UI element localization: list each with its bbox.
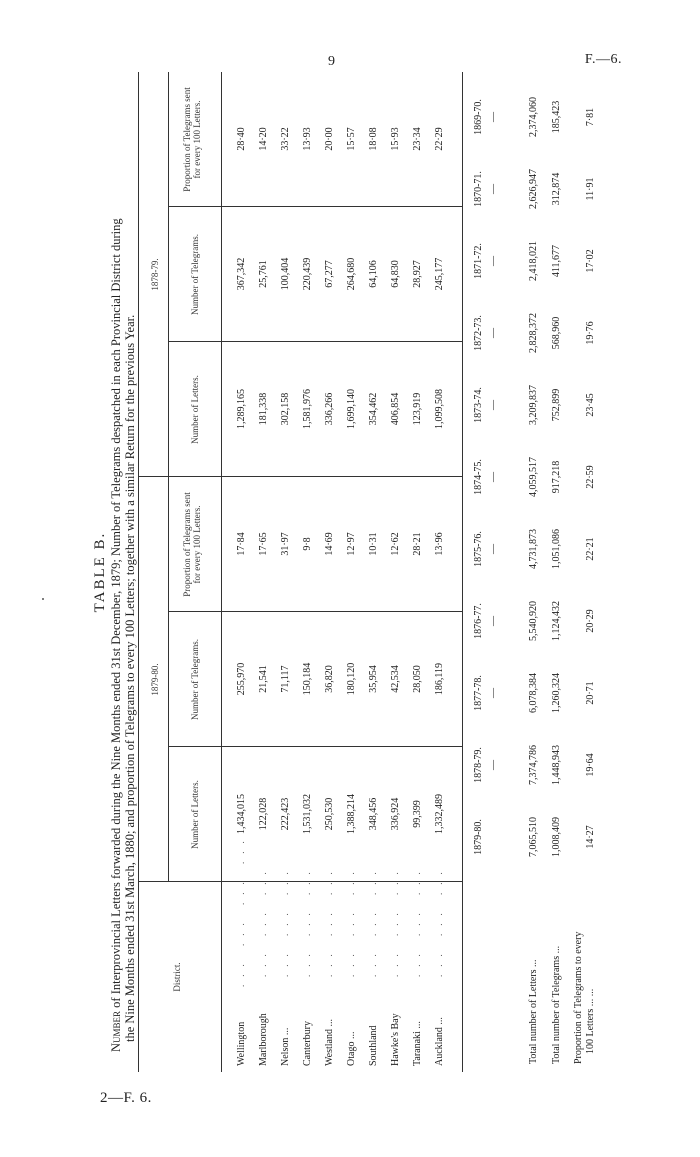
leader-dots: ... ... ... (280, 864, 290, 977)
telegrams-1878: 264,680 (346, 257, 357, 291)
summary-value: 11·91 (585, 177, 596, 201)
summary-value: 5,540,920 (528, 601, 539, 641)
summary-year-9: 1870-71. (473, 171, 484, 207)
table-caption (92, 92, 137, 1052)
proportion-1879: 17·84 (236, 532, 247, 556)
summary-value: 6,078,384 (528, 673, 539, 713)
table-top-rule (138, 72, 139, 1072)
summary-value: 20·71 (585, 681, 596, 705)
letters-1879: 122,028 (258, 797, 269, 831)
proportion-1879: 17·65 (258, 532, 269, 556)
summary-dash-4: — (488, 544, 499, 554)
year-b-header: 1878-79. (150, 258, 160, 291)
leader-dots: ... ... ... (302, 864, 312, 977)
year-b-rule (168, 72, 169, 477)
letters-1879: 1,434,015 (236, 794, 247, 834)
summary-value: 1,260,324 (551, 673, 562, 713)
leader-dots: ... ... ... ... (236, 833, 246, 987)
leader-dots: ... ... ... (258, 864, 268, 977)
letters-1879: 1,332,489 (434, 794, 445, 834)
rotated-table-area (88, 72, 668, 1072)
table-row (258, 72, 278, 1072)
summary-value: 1,448,943 (551, 745, 562, 785)
summary-dash-9: — (488, 184, 499, 194)
district-table (138, 72, 463, 1072)
summary-value: 752,899 (551, 388, 562, 422)
telegrams-1879: 71,117 (280, 665, 291, 693)
table-bottom-rule (462, 72, 463, 1072)
letters-1879: 336,924 (390, 797, 401, 831)
page-number: 9 (328, 54, 335, 69)
district-name: Southland (368, 1025, 379, 1066)
table-row (236, 72, 256, 1072)
letters-1878: 1,699,140 (346, 389, 357, 429)
proportion-1878: 18·08 (368, 127, 379, 151)
summary-value: 22·59 (585, 465, 596, 489)
telegrams-1879: 42,534 (390, 665, 401, 693)
letters-1879: 1,531,032 (302, 794, 313, 834)
proportion-1878: 33·22 (280, 127, 291, 151)
summary-value: 4,731,873 (528, 529, 539, 569)
summary-dash-5: — (488, 472, 499, 482)
summary-value: 2,828,372 (528, 313, 539, 353)
footer-reference: 2—F. 6. (100, 1090, 152, 1106)
summary-table (473, 72, 643, 1072)
header-letters-b: Number of Letters. (190, 375, 200, 444)
letters-1878: 123,919 (412, 392, 423, 426)
letters-1878: 302,158 (280, 392, 291, 426)
leader-dots: ... ... ... (346, 864, 356, 977)
summary-value: 312,874 (551, 172, 562, 206)
letters-1879: 348,456 (368, 797, 379, 831)
telegrams-1878: 100,404 (280, 257, 291, 291)
leader-dots: ... ... ... (390, 864, 400, 977)
summary-value: 568,960 (551, 316, 562, 350)
proportion-1878: 15·93 (390, 127, 401, 151)
district-name: Hawke's Bay (390, 1013, 401, 1066)
leader-dots: ... ... ... (324, 864, 334, 977)
leader-dots: ... ... ... (368, 864, 378, 977)
district-name: Westland ... (324, 1019, 335, 1066)
summary-year-2: 1877-78. (473, 675, 484, 711)
summary-year-7: 1872-73. (473, 315, 484, 351)
letters-1878: 354,462 (368, 392, 379, 426)
leader-dots: ... ... ... (434, 864, 444, 977)
summary-value: 917,218 (551, 460, 562, 494)
summary-value: 411,677 (551, 244, 562, 278)
letters-1879: 99,399 (412, 800, 423, 828)
proportion-1879: 12·62 (390, 532, 401, 556)
letters-1878: 336,266 (324, 392, 335, 426)
proportion-1878: 20·00 (324, 127, 335, 151)
telegrams-1879: 21,541 (258, 665, 269, 693)
telegrams-1878: 64,106 (368, 260, 379, 288)
table-subtitle (110, 92, 137, 1052)
summary-year-1: 1878-79. (473, 747, 484, 783)
proportion-1879: 13·96 (434, 532, 445, 556)
letters-1879: 1,388,214 (346, 794, 357, 834)
letters-1878: 406,854 (390, 392, 401, 426)
summary-value: 1,008,409 (551, 817, 562, 857)
telegrams-1878: 367,342 (236, 257, 247, 291)
stray-mark (42, 598, 44, 600)
telegrams-1879: 180,120 (346, 662, 357, 696)
proportion-1878: 14·20 (258, 127, 269, 151)
telegrams-1879: 255,970 (236, 662, 247, 696)
summary-value: 1,051,086 (551, 529, 562, 569)
district-name: Otago ... (346, 1031, 357, 1066)
summary-dash-10: — (488, 112, 499, 122)
telegrams-1878: 25,761 (258, 260, 269, 288)
table-row (346, 72, 366, 1072)
header-telegrams-a: Number of Telegrams. (190, 639, 200, 720)
district-header: District. (172, 962, 182, 992)
summary-year-10: 1869-70. (473, 99, 484, 135)
proportion-1878: 13·93 (302, 127, 313, 151)
summary-value: 3,209,837 (528, 385, 539, 425)
summary-value: 2,374,060 (528, 97, 539, 137)
district-name: Auckland ... (434, 1017, 445, 1066)
summary-label-telegrams: Total number of Telegrams ... (551, 945, 562, 1064)
summary-value: 23·45 (585, 393, 596, 417)
table-header-rule (221, 72, 222, 1072)
summary-dash-1: — (488, 760, 499, 770)
summary-value: 1,124,432 (551, 601, 562, 641)
summary-value: 20·29 (585, 609, 596, 633)
summary-dash-8: — (488, 256, 499, 266)
summary-value: 4,059,517 (528, 457, 539, 497)
subtitle-line-1: of Interprovincial Letters forwarded during the Nine Months ended 31st December, 1879; Number of Telegrams despatched in each Provincial District during (109, 218, 123, 1011)
summary-value: 7·81 (585, 107, 596, 127)
district-name: Marlborough (258, 1013, 269, 1066)
telegrams-1879: 35,954 (368, 665, 379, 693)
summary-value: 19·76 (585, 321, 596, 345)
table-row (390, 72, 410, 1072)
telegrams-1879: 36,820 (324, 665, 335, 693)
summary-label-letters: Total number of Letters ... (528, 959, 539, 1064)
proportion-1879: 9·8 (302, 537, 313, 551)
summary-year-8: 1871-72. (473, 243, 484, 279)
leader-dots: ... ... ... (412, 864, 422, 977)
summary-dash-2: — (488, 688, 499, 698)
letters-1878: 1,099,508 (434, 389, 445, 429)
page-reference: F.—6. (584, 52, 622, 67)
summary-value: 2,418,021 (528, 241, 539, 281)
table-title: TABLE B. (92, 531, 108, 613)
summary-value: 7,065,510 (528, 817, 539, 857)
telegrams-1878: 64,830 (390, 260, 401, 288)
letters-1878: 1,581,976 (302, 389, 313, 429)
telegrams-1879: 186,119 (434, 662, 445, 696)
summary-label-proportion-2: 100 Letters ... ... (585, 988, 596, 1054)
subtitle-line-2: the Nine Months ended 31st March, 1880; and proportion of Telegrams to every 100 Letters; together with a similar Return for the previous Year. (122, 314, 137, 1042)
summary-year-0: 1879-80. (473, 819, 484, 855)
proportion-1879: 31·97 (280, 532, 291, 556)
summary-value: 17·02 (585, 249, 596, 273)
summary-value: 14·27 (585, 825, 596, 849)
summary-dash-6: — (488, 400, 499, 410)
proportion-1879: 10·31 (368, 532, 379, 556)
district-name: Canterbury (302, 1021, 313, 1066)
year-a-rule (168, 477, 169, 882)
telegrams-1879: 28,050 (412, 665, 423, 693)
letters-1879: 222,423 (280, 797, 291, 831)
letters-1878: 1,289,165 (236, 389, 247, 429)
table-row (434, 72, 454, 1072)
summary-dash-3: — (488, 616, 499, 626)
telegrams-1878: 67,277 (324, 260, 335, 288)
header-letters-a: Number of Letters. (190, 780, 200, 849)
letters-1879: 250,530 (324, 797, 335, 831)
district-name: Nelson ... (280, 1027, 291, 1066)
summary-value: 22·21 (585, 537, 596, 561)
summary-dash-7: — (488, 328, 499, 338)
header-proportion-a: Proportion of Telegrams sent for every 100 Letters. (182, 492, 202, 597)
year-a-header: 1879-80. (150, 663, 160, 696)
summary-year-4: 1875-76. (473, 531, 484, 567)
telegrams-1879: 150,184 (302, 662, 313, 696)
table-row (412, 72, 432, 1072)
telegrams-1878: 220,439 (302, 257, 313, 291)
table-row (368, 72, 388, 1072)
summary-year-6: 1873-74. (473, 387, 484, 423)
summary-label-proportion: Proportion of Telegrams to every (573, 931, 584, 1064)
summary-year-3: 1876-77. (473, 603, 484, 639)
summary-year-5: 1874-75. (473, 459, 484, 495)
header-proportion-b: Proportion of Telegrams sent for every 100 Letters. (182, 87, 202, 192)
subtitle-lead: Number (109, 1010, 123, 1052)
letters-1878: 181,338 (258, 392, 269, 426)
summary-value: 185,423 (551, 100, 562, 134)
proportion-1878: 22·29 (434, 127, 445, 151)
district-name: Wellington (236, 1021, 247, 1066)
proportion-1878: 15·57 (346, 127, 357, 151)
table-row (280, 72, 300, 1072)
telegrams-1878: 245,177 (434, 257, 445, 291)
proportion-1878: 23·34 (412, 127, 423, 151)
proportion-1879: 14·69 (324, 532, 335, 556)
summary-value: 19·64 (585, 753, 596, 777)
summary-value: 7,374,786 (528, 745, 539, 785)
district-name: Taranaki ... (412, 1021, 423, 1066)
table-row (324, 72, 344, 1072)
proportion-1879: 12·97 (346, 532, 357, 556)
proportion-1879: 28·21 (412, 532, 423, 556)
header-telegrams-b: Number of Telegrams. (190, 234, 200, 315)
telegrams-1878: 28,927 (412, 260, 423, 288)
proportion-1878: 28·40 (236, 127, 247, 151)
summary-value: 2,626,947 (528, 169, 539, 209)
table-row (302, 72, 322, 1072)
